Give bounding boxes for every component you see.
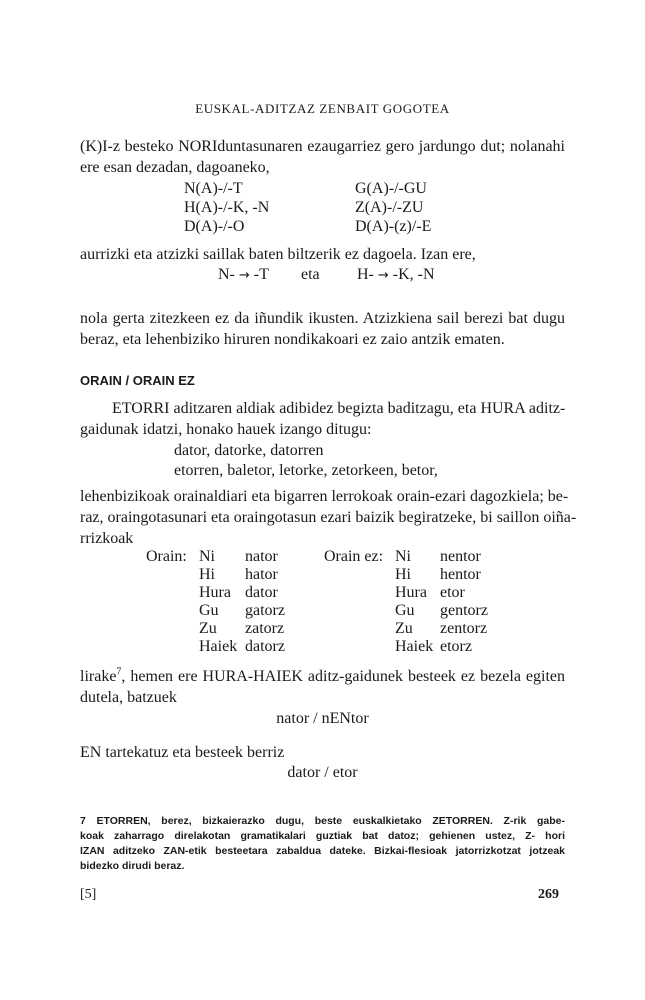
orain-label: Orain: bbox=[146, 548, 187, 565]
arrow-icon: → bbox=[377, 268, 389, 283]
verb-form: zentorz bbox=[440, 620, 488, 637]
paragraph-4 bbox=[80, 398, 565, 440]
text-line: (K)I-z besteko NORIduntasunaren ezaugarriez gero jardungo dut; nolanahi bbox=[80, 138, 565, 155]
pronoun: Gu bbox=[199, 602, 219, 619]
verb-form: gentorz bbox=[440, 602, 488, 619]
paragraph-3 bbox=[80, 308, 565, 350]
verb-form: etorz bbox=[440, 638, 472, 655]
text-start: lirake bbox=[80, 668, 117, 685]
pronoun: Zu bbox=[395, 620, 413, 637]
verb-form: dator bbox=[245, 584, 278, 601]
arrow-line-2 bbox=[357, 266, 435, 284]
footnote bbox=[80, 814, 565, 874]
verb-form: hentor bbox=[440, 566, 481, 583]
prefix-form: Z(A)-/-ZU bbox=[355, 199, 424, 216]
pronoun: Ni bbox=[199, 548, 215, 565]
footnote-line: koak zaharrago direlakotan gramatikalari guztiak bat datoz; gehienen ustez, Z- hori bbox=[80, 830, 565, 842]
text-line: beraz, eta lehenbiziko hiruren nondikakoari ez zaio antzik ematen. bbox=[80, 331, 505, 348]
verb-form: gatorz bbox=[245, 602, 285, 619]
example-line: dator, datorke, datorren bbox=[174, 442, 324, 459]
section-heading: ORAIN / ORAIN EZ bbox=[80, 373, 195, 388]
text-line: lehenbizikoak orainaldiari eta bigarren lerrokoak orain-ezari dagozkiela; be- bbox=[80, 488, 569, 505]
page-number: 269 bbox=[538, 887, 559, 902]
suffix-t: -T bbox=[253, 266, 269, 283]
verb-form: datorz bbox=[245, 638, 285, 655]
text-line: EN tartekatuz eta besteek berriz bbox=[80, 744, 285, 761]
centered-example: nator / nENtor bbox=[276, 710, 369, 727]
pronoun: Hura bbox=[395, 584, 427, 601]
verb-form: nator bbox=[245, 548, 278, 565]
paragraph-5 bbox=[80, 486, 577, 549]
text-line bbox=[80, 666, 565, 687]
pronoun: Gu bbox=[395, 602, 415, 619]
prefix-form: N(A)-/-T bbox=[184, 180, 243, 197]
verb-form: etor bbox=[440, 584, 465, 601]
centered-example: dator / etor bbox=[287, 764, 358, 781]
paragraph-7 bbox=[80, 742, 565, 763]
text-line: gaidunak idatzi, honako hauek izango ditugu: bbox=[80, 421, 372, 438]
arrow-icon: → bbox=[238, 268, 250, 283]
verb-form: nentor bbox=[440, 548, 481, 565]
verb-form: hator bbox=[245, 566, 278, 583]
pronoun: Ni bbox=[395, 548, 411, 565]
running-header: EUSKAL-ADITZAZ ZENBAIT GOGOTEA bbox=[195, 101, 450, 116]
prefix-form: D(A)-/-O bbox=[184, 218, 245, 235]
footnote-line: bidezko dirudi beraz. bbox=[80, 860, 185, 872]
arrow-line bbox=[218, 266, 269, 284]
paragraph-1 bbox=[80, 136, 565, 178]
prefix-h: H- bbox=[357, 266, 374, 283]
text-rest: , hemen ere HURA-HAIEK aditz-gaidunek besteek ez bezela egiten bbox=[121, 668, 565, 685]
pronoun: Hi bbox=[199, 566, 215, 583]
paragraph-2 bbox=[80, 244, 565, 265]
text-line: aurrizki eta atzizki saillak baten biltzerik ez dagoela. Izan ere, bbox=[80, 246, 476, 263]
text-line: dutela, batzuek bbox=[80, 689, 177, 706]
suffix-k-n: -K, -N bbox=[392, 266, 435, 283]
footnote-ref: 7 bbox=[116, 666, 122, 678]
text-line: rrizkoak bbox=[80, 530, 134, 547]
orain-ez-label: Orain ez: bbox=[324, 548, 384, 565]
verb-form: zatorz bbox=[245, 620, 285, 637]
text-line: raz, oraingotasunari eta oraingotasun ezari baizik begiratzeke, bi saillon oiña- bbox=[80, 509, 577, 526]
conjunction: eta bbox=[301, 266, 320, 283]
footnote-line: 7 ETORREN, berez, bizkaierazko dugu, beste euskalkietako ZETORREN. Z-rik gabe- bbox=[80, 815, 565, 827]
example-line: etorren, baletor, letorke, zetorkeen, betor, bbox=[174, 462, 438, 479]
page-section-number: [5] bbox=[80, 887, 97, 902]
text-line: ere esan dezadan, dagoaneko, bbox=[80, 159, 270, 176]
pronoun: Haiek bbox=[199, 638, 238, 655]
pronoun: Haiek bbox=[395, 638, 434, 655]
text-line: ETORRI aditzaren aldiak adibidez begizta baditzagu, eta HURA aditz- bbox=[112, 400, 566, 417]
paragraph-6 bbox=[80, 666, 565, 708]
prefix-form: H(A)-/-K, -N bbox=[184, 199, 270, 216]
pronoun: Hura bbox=[199, 584, 231, 601]
prefix-form: D(A)-(z)/-E bbox=[355, 218, 432, 235]
prefix-n: N- bbox=[218, 266, 235, 283]
pronoun: Hi bbox=[395, 566, 411, 583]
footnote-line: IZAN aditzeko ZAN-etik besteetara zabaldua dateke. Bizkai-flesioak jatorrizkotzat jotzeak bbox=[80, 845, 565, 857]
text-line: nola gerta zitezkeen ez da iñundik ikusten. Atzizkiena sail berezi bat dugu bbox=[80, 310, 565, 327]
pronoun: Zu bbox=[199, 620, 217, 637]
prefix-form: G(A)-/-GU bbox=[355, 180, 427, 197]
